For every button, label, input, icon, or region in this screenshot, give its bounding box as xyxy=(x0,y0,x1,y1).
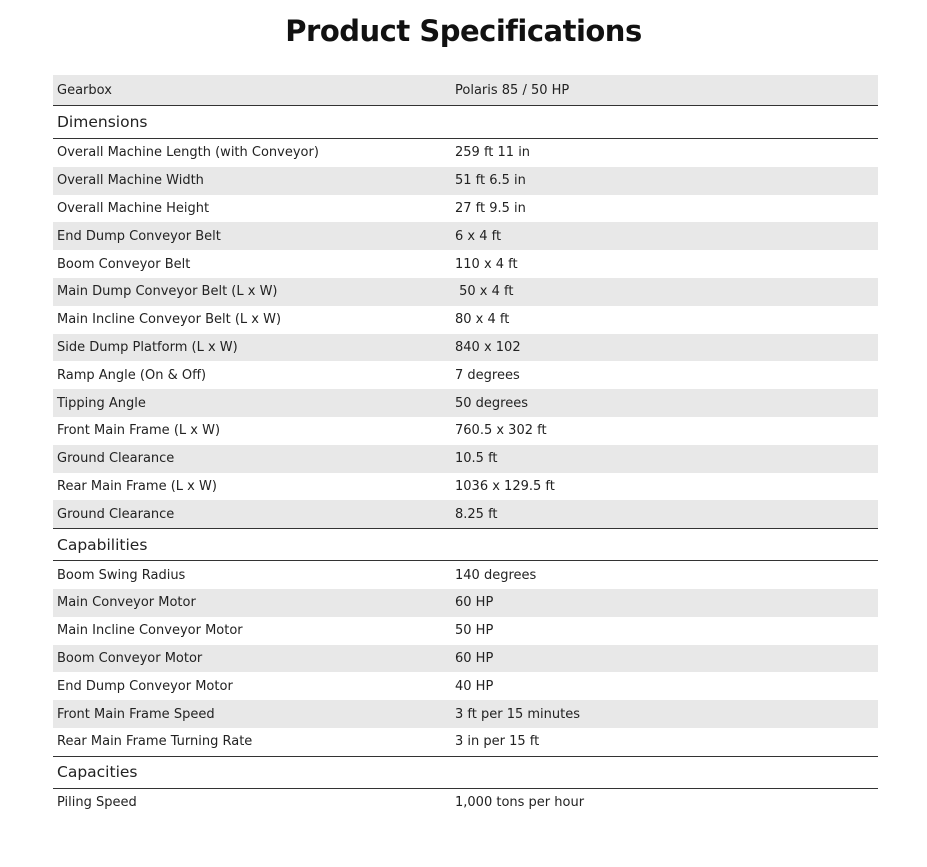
spec-label: Ground Clearance xyxy=(57,506,175,522)
spec-value: 1,000 tons per hour xyxy=(455,795,585,811)
spec-label: Rear Main Frame Turning Rate xyxy=(57,734,253,750)
spec-label: Main Incline Conveyor Belt (L x W) xyxy=(57,312,282,328)
table-row xyxy=(53,672,878,700)
spec-label: Boom Conveyor Belt xyxy=(57,256,191,272)
spec-value: 40 HP xyxy=(455,678,494,694)
spec-label: Main Conveyor Motor xyxy=(57,595,196,611)
spec-value: 840 x 102 xyxy=(455,339,521,355)
spec-label: Front Main Frame (L x W) xyxy=(57,423,221,439)
spec-label: End Dump Conveyor Motor xyxy=(57,678,233,694)
spec-value: 259 ft 11 in xyxy=(455,145,531,161)
spec-value: 8.25 ft xyxy=(455,506,498,522)
spec-label: Main Incline Conveyor Motor xyxy=(57,623,243,639)
table-row xyxy=(53,728,878,756)
section-heading: Capacities xyxy=(53,756,878,789)
spec-value: 140 degrees xyxy=(455,567,537,583)
spec-value: 7 degrees xyxy=(455,367,520,383)
spec-label: Tipping Angle xyxy=(57,395,146,411)
table-row xyxy=(53,167,878,195)
table-row xyxy=(53,389,878,417)
spec-label: Overall Machine Width xyxy=(57,173,204,189)
table-row xyxy=(53,473,878,501)
table-row xyxy=(53,500,878,528)
table-row xyxy=(53,645,878,673)
table-row xyxy=(53,589,878,617)
table-row xyxy=(53,361,878,389)
spec-label: Ground Clearance xyxy=(57,451,175,467)
sections-container xyxy=(53,106,878,817)
table-row xyxy=(53,445,878,473)
spec-table xyxy=(53,75,878,817)
table-row xyxy=(53,195,878,223)
spec-value: 110 x 4 ft xyxy=(455,256,518,272)
spec-value: 3 in per 15 ft xyxy=(455,734,540,750)
table-row xyxy=(53,617,878,645)
table-row xyxy=(53,700,878,728)
spec-label: End Dump Conveyor Belt xyxy=(57,228,221,244)
spec-value: Polaris 85 / 50 HP xyxy=(455,82,570,98)
spec-label: Side Dump Platform (L x W) xyxy=(57,339,238,355)
section-heading: Dimensions xyxy=(53,106,878,139)
table-row xyxy=(53,417,878,445)
spec-value: 50 degrees xyxy=(455,395,529,411)
table-row xyxy=(53,334,878,362)
page-title: Product Specifications xyxy=(285,14,642,48)
spec-label: Main Dump Conveyor Belt (L x W) xyxy=(57,284,278,300)
spec-value: 760.5 x 302 ft xyxy=(455,423,547,439)
spec-label: Overall Machine Length (with Conveyor) xyxy=(57,145,319,161)
spec-label: Gearbox xyxy=(57,82,112,98)
spec-value: 1036 x 129.5 ft xyxy=(455,478,555,494)
spec-value: 50 x 4 ft xyxy=(455,284,514,300)
spec-value: 60 HP xyxy=(455,650,494,666)
spec-label: Rear Main Frame (L x W) xyxy=(57,478,217,494)
spec-value: 10.5 ft xyxy=(455,451,498,467)
spec-value: 80 x 4 ft xyxy=(455,312,510,328)
table-row xyxy=(53,278,878,306)
table-row xyxy=(53,789,878,817)
table-row xyxy=(53,306,878,334)
spec-value: 51 ft 6.5 in xyxy=(455,173,526,189)
table-row xyxy=(53,139,878,167)
spec-label: Front Main Frame Speed xyxy=(57,706,215,722)
spec-value: 6 x 4 ft xyxy=(455,228,502,244)
table-row xyxy=(53,250,878,278)
spec-label: Overall Machine Height xyxy=(57,200,210,216)
spec-label: Ramp Angle (On & Off) xyxy=(57,367,207,383)
spec-value: 3 ft per 15 minutes xyxy=(455,706,581,722)
spec-label: Boom Swing Radius xyxy=(57,567,186,583)
section-heading: Capabilities xyxy=(53,528,878,561)
spec-value: 60 HP xyxy=(455,595,494,611)
table-row xyxy=(53,561,878,589)
spec-value: 27 ft 9.5 in xyxy=(455,200,526,216)
spec-label: Piling Speed xyxy=(57,795,137,811)
spec-value: 50 HP xyxy=(455,623,494,639)
spec-label: Boom Conveyor Motor xyxy=(57,650,203,666)
table-row xyxy=(53,222,878,250)
table-row-gearbox xyxy=(53,75,878,106)
